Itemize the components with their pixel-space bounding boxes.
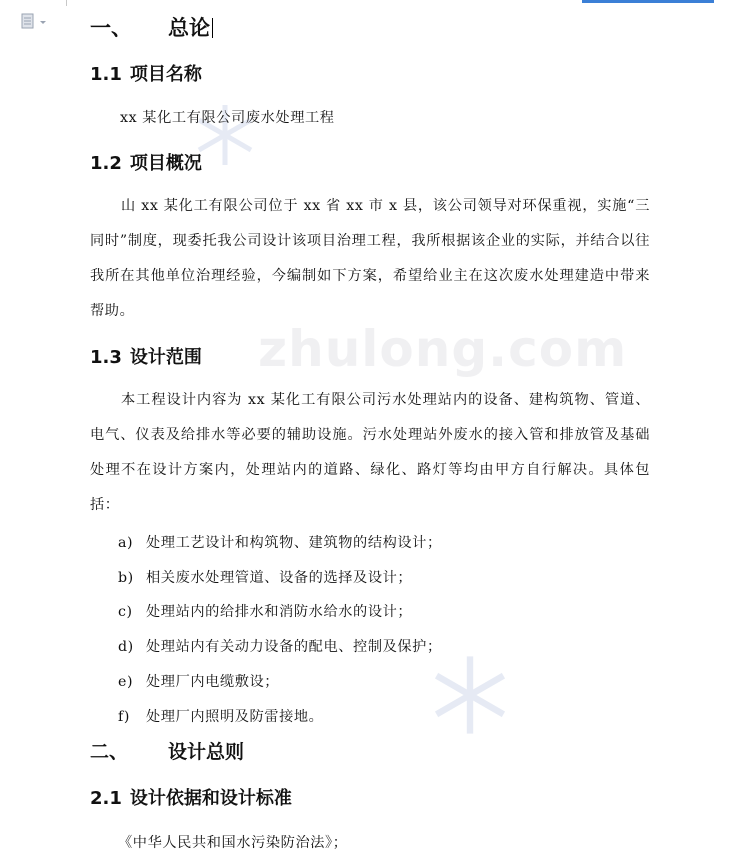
list-item — [118, 636, 442, 656]
list-marker: d) — [118, 639, 134, 655]
document-menu-icon[interactable] — [20, 12, 50, 32]
list-marker: c) — [118, 604, 133, 620]
subsection-title: 设计依据和设计标准 — [129, 788, 292, 809]
section-heading-2 — [90, 737, 244, 764]
list-marker: e) — [118, 674, 134, 690]
list-text: 处理站内有关动力设备的配电、控制及保护； — [146, 639, 442, 655]
subsection-heading-1-3 — [90, 343, 202, 369]
subsection-heading-1-2 — [90, 149, 202, 175]
list-item — [118, 567, 412, 587]
text-cursor — [212, 18, 213, 38]
section-title: 总论 — [168, 16, 210, 40]
list-marker: b) — [118, 570, 134, 586]
project-overview-paragraph: 山 xx 某化工有限公司位于 xx 省 xx 市 x 县，该公司领导对环保重视，实施“三同时”制度，现委托我公司设计该项目治理工程，我所根据该企业的实际，并结合以往我所在其他单位治理经验，今编制如下方案，希望给业主在这次废水处理建造中带来帮助。 — [90, 198, 650, 319]
subsection-number: 1.2 — [90, 153, 122, 174]
subsection-number: 1.3 — [90, 347, 122, 368]
design-scope-paragraph: 本工程设计内容为 xx 某化工有限公司污水处理站内的设备、建构筑物、管道、电气、仪表及给排水等必要的辅助设施。污水处理站外废水的接入管和排放管及基础处理不在设计方案内，处理站内的道路、绿化、路灯等均由甲方自行解决。具体包括： — [90, 392, 650, 513]
section-number: 一、 — [90, 16, 132, 40]
subsection-heading-1-1 — [90, 60, 202, 86]
list-marker: a) — [118, 535, 134, 551]
subsection-title: 项目概况 — [129, 153, 202, 174]
page-margin-marker — [66, 0, 67, 6]
design-basis-text: 《中华人民共和国水污染防治法》； — [118, 835, 348, 851]
subsection-heading-2-1 — [90, 784, 292, 810]
section-title: 设计总则 — [168, 741, 245, 763]
subsection-title: 项目名称 — [129, 64, 202, 85]
watermark-snowflake-icon — [425, 650, 515, 740]
list-text: 处理厂内电缆敷设； — [146, 674, 280, 690]
subsection-title: 设计范围 — [129, 347, 202, 368]
project-name-text: xx 某化工有限公司废水处理工程 — [120, 110, 335, 126]
list-text: 处理站内的给排水和消防水给水的设计； — [146, 604, 413, 620]
selection-highlight-bar — [582, 0, 714, 3]
list-text: 相关废水处理管道、设备的选择及设计； — [146, 570, 413, 586]
list-text: 处理工艺设计和构筑物、建筑物的结构设计； — [146, 535, 442, 551]
subsection-number: 2.1 — [90, 788, 122, 809]
subsection-number: 1.1 — [90, 64, 122, 85]
list-marker: f) — [118, 709, 130, 725]
watermark-text: zhulong.com — [258, 320, 628, 378]
section-number: 二、 — [90, 741, 129, 763]
list-item — [118, 706, 323, 726]
list-item — [118, 601, 412, 621]
list-item — [118, 532, 442, 552]
section-heading-1 — [90, 12, 213, 42]
list-text: 处理厂内照明及防雷接地。 — [146, 709, 324, 725]
list-item — [118, 671, 279, 691]
